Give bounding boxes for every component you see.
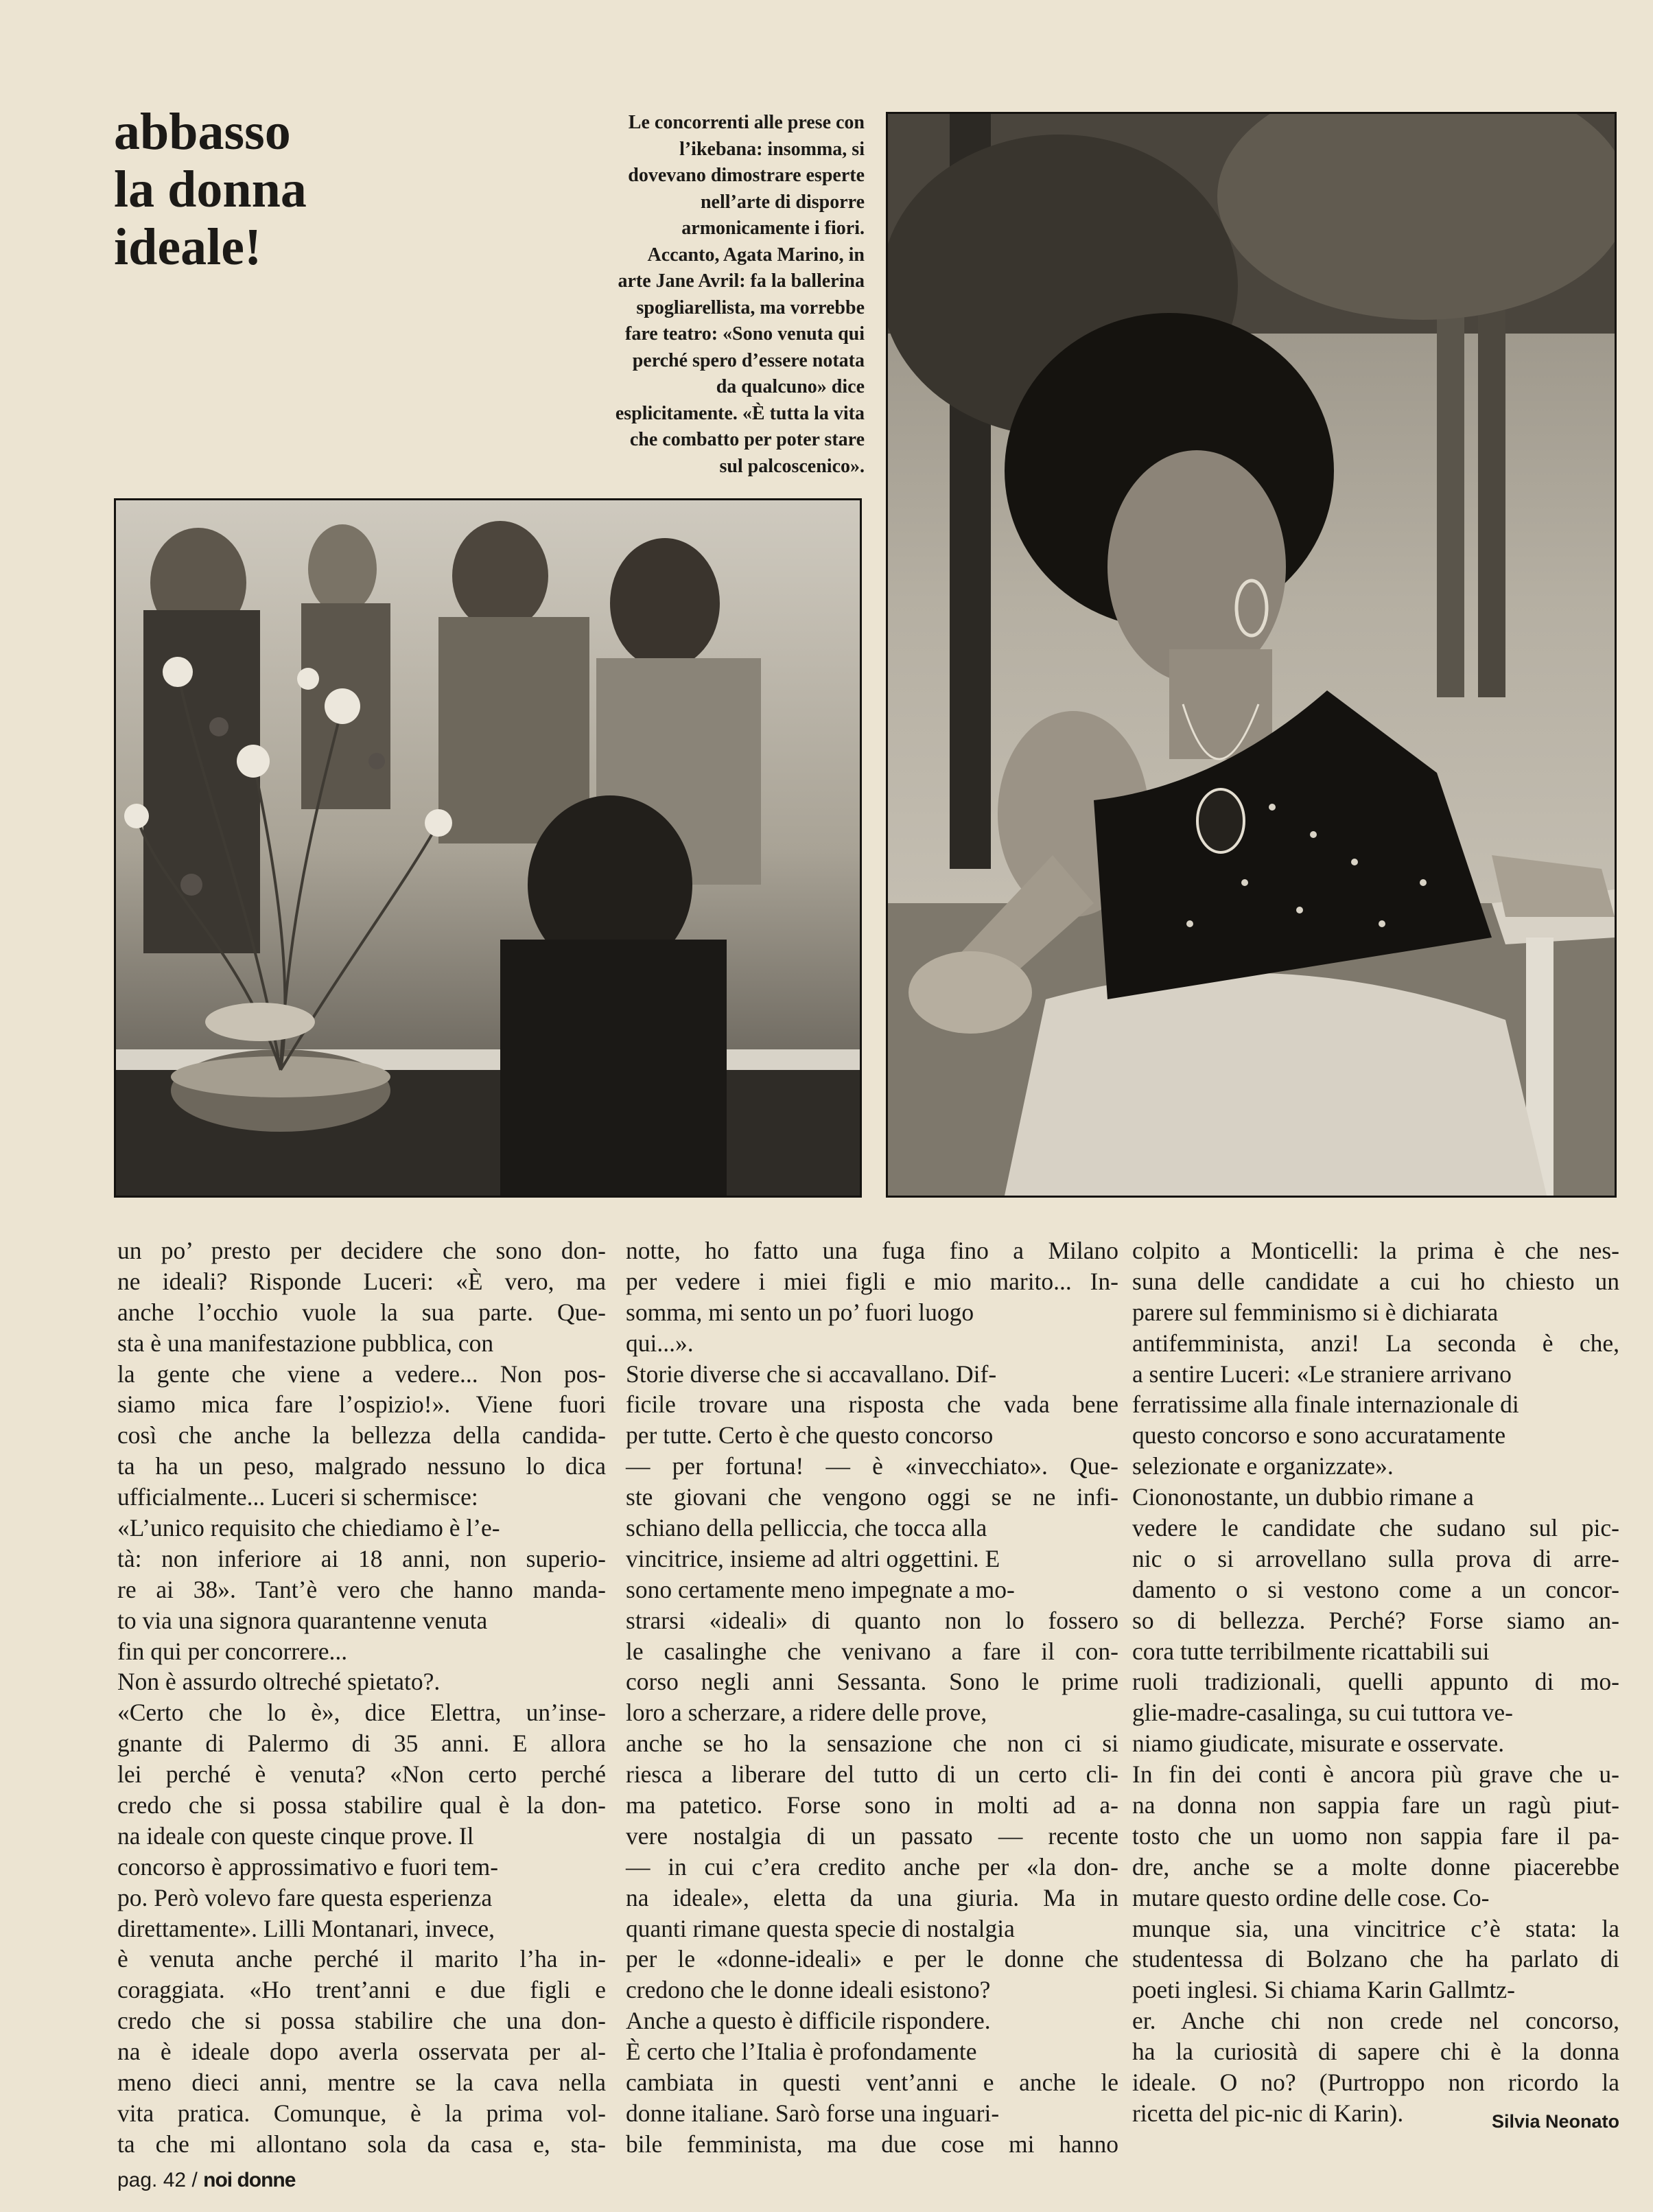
article-line: — in cui c’era credito anche per «la don- xyxy=(626,1852,1118,1881)
article-line: parere sul femminismo si è dichiarata xyxy=(1132,1298,1499,1326)
article-line: notte, ho fatto una fuga fino a Milano xyxy=(626,1237,1118,1264)
article-line: vita pratica. Comunque, è la prima vol- xyxy=(117,2099,606,2127)
article-line: ste giovani che vengono oggi se ne infi- xyxy=(626,1483,1118,1511)
page-footer xyxy=(117,2169,295,2192)
article-column-3 xyxy=(1132,1235,1619,2129)
article-line: vere nostalgia di un passato — recente xyxy=(626,1821,1118,1850)
article-line: ufficialmente... Luceri si schermisce: xyxy=(117,1483,478,1511)
article-line: studentessa di Bolzano che ha parlato di xyxy=(1132,1945,1619,1973)
article-line: damento o si vestono come a un concor- xyxy=(1132,1575,1619,1603)
article-line: fin qui per concorrere... xyxy=(117,1637,348,1665)
article-line: Anche a questo è difficile rispondere. xyxy=(626,2007,991,2035)
article-line: mutare questo ordine delle cose. Co- xyxy=(1132,1883,1490,1911)
article-line: vincitrice, insieme ad altri oggettini. E xyxy=(626,1544,1000,1572)
article-line: siamo mica fare l’ospizio!». Viene fuori xyxy=(117,1390,606,1419)
article-line: glie-madre-casalinga, su cui tuttora ve- xyxy=(1132,1699,1513,1727)
photo-caption xyxy=(535,110,865,480)
article-column-2 xyxy=(626,1235,1118,2160)
article-line: qui...». xyxy=(626,1329,694,1357)
article-line: Ciononostante, un dubbio rimane a xyxy=(1132,1483,1474,1511)
article-line: nic o si arrovellano sulla prova di arre- xyxy=(1132,1544,1619,1572)
caption-line: armonicamente i fiori. xyxy=(681,218,865,239)
article-line: ruoli tradizionali, quelli appunto di mo- xyxy=(1132,1668,1619,1696)
article-line: per le «donne-ideali» e per le donne che xyxy=(626,1945,1118,1973)
article-line: antifemminista, anzi! La seconda è che, xyxy=(1132,1329,1619,1357)
article-line: vedere le candidate che sudano sul pic- xyxy=(1132,1514,1619,1542)
portrait-photo xyxy=(886,112,1617,1198)
article-line: per tutte. Certo è che questo concorso xyxy=(626,1421,994,1450)
article-line: concorso è approssimativo e fuori tem- xyxy=(117,1852,499,1881)
portrait-photo-image xyxy=(888,114,1615,1196)
article-line: è venuta anche perché il marito l’ha in- xyxy=(117,1945,606,1973)
article-line: selezionate e organizzate». xyxy=(1132,1452,1394,1480)
article-line: colpito a Monticelli: la prima è che nes- xyxy=(1132,1237,1619,1264)
article-line: lei perché è venuta? «Non certo perché xyxy=(117,1760,606,1789)
magazine-name: noi donne xyxy=(203,2169,296,2191)
caption-line: spogliarellista, ma vorrebbe xyxy=(636,296,865,318)
article-line: ha la curiosità di sapere chi è la donna xyxy=(1132,2038,1619,2066)
caption-line: arte Jane Avril: fa la ballerina xyxy=(618,270,865,292)
article-line: somma, mi sento un po’ fuori luogo xyxy=(626,1298,974,1326)
article-line: un po’ presto per decidere che sono don- xyxy=(117,1237,606,1264)
caption-line: che combatto per poter stare xyxy=(629,429,865,450)
article-line: coraggiata. «Ho trent’anni e due figli e xyxy=(117,1976,606,2004)
article-line: po. Però volevo fare questa esperienza xyxy=(117,1883,493,1911)
article-line: donne italiane. Sarò forse una inguari- xyxy=(626,2099,1000,2127)
article-column-1 xyxy=(117,1235,606,2160)
caption-line: esplicitamente. «È tutta la vita xyxy=(615,402,865,424)
article-line: la gente che viene a vedere... Non pos- xyxy=(117,1360,606,1388)
caption-line: Le concorrenti alle prese con xyxy=(628,112,865,133)
article-line: ferratissime alla finale internazionale di xyxy=(1132,1390,1519,1419)
article-line: na ideale con queste cinque prove. Il xyxy=(117,1821,474,1850)
article-line: corso negli anni Sessanta. Sono le prime xyxy=(626,1668,1118,1696)
article-line: cora tutte terribilmente ricattabili sui xyxy=(1132,1637,1490,1665)
article-line: questo concorso e sono accuratamente xyxy=(1132,1421,1506,1450)
article-line: poeti inglesi. Si chiama Karin Gallmtz- xyxy=(1132,1976,1515,2004)
article-line: sono certamente meno impegnate a mo- xyxy=(626,1575,1015,1603)
caption-line: Accanto, Agata Marino, in xyxy=(647,244,865,266)
article-line: «Certo che lo è», dice Elettra, un’inse- xyxy=(117,1699,606,1727)
article-line: così che anche la bellezza della candida- xyxy=(117,1421,606,1450)
article-line: ficile trovare una risposta che vada bene xyxy=(626,1390,1118,1419)
article-line: schiano della pelliccia, che tocca alla xyxy=(626,1514,987,1542)
article-line: bile femminista, ma due cose mi hanno xyxy=(626,2130,1118,2158)
article-line: tà: non inferiore ai 18 anni, non superio- xyxy=(117,1544,606,1572)
ikebana-photo xyxy=(114,498,862,1198)
article-line: na è ideale dopo averla osservata per al- xyxy=(117,2038,606,2066)
article-line: Storie diverse che si accavallano. Dif- xyxy=(626,1360,997,1388)
article-line: er. Anche chi non crede nel concorso, xyxy=(1132,2007,1619,2035)
article-line: «L’unico requisito che chiediamo è l’e- xyxy=(117,1514,500,1542)
article-line: na ideale», eletta da una giuria. Ma in xyxy=(626,1883,1118,1911)
article-line: suna delle candidate a cui ho chiesto un xyxy=(1132,1267,1619,1295)
footer-separator: / xyxy=(191,2169,198,2191)
article-line: ta ha un peso, malgrado nessuno lo dica xyxy=(117,1452,606,1480)
article-line: È certo che l’Italia è profondamente xyxy=(626,2038,977,2066)
article-line: sta è una manifestazione pubblica, con xyxy=(117,1329,494,1357)
article-line: na donna non sappia fare un ragù piut- xyxy=(1132,1791,1619,1819)
article-line: to via una signora quarantenne venuta xyxy=(117,1606,488,1634)
article-line: anche se ho la sensazione che non ci si xyxy=(626,1730,1118,1758)
caption-line: fare teatro: «Sono venuta qui xyxy=(625,323,865,345)
article-line: strarsi «ideali» di quanto non lo fossero xyxy=(626,1606,1118,1634)
headline xyxy=(114,103,457,276)
author-signature: Silvia Neonato xyxy=(1491,2111,1619,2132)
caption-line: perché spero d’essere notata xyxy=(632,349,865,371)
article-line: credo che si possa stabilire che una don- xyxy=(117,2007,606,2035)
article-line: anche l’occhio vuole la sua parte. Que- xyxy=(117,1298,606,1326)
article-line: ideale. O no? (Purtroppo non ricordo la xyxy=(1132,2069,1619,2097)
article-line: le casalinghe che venivano a fare il con- xyxy=(626,1637,1118,1665)
article-line: munque sia, una vincitrice c’è stata: la xyxy=(1132,1914,1619,1942)
headline-line: la donna xyxy=(114,161,307,218)
article-line: credo che si possa stabilire qual è la don- xyxy=(117,1791,606,1819)
article-line: loro a scherzare, a ridere delle prove, xyxy=(626,1699,987,1727)
article-line: tosto che un uomo non sappia fare il pa- xyxy=(1132,1821,1619,1850)
headline-line: abbasso xyxy=(114,103,291,161)
article-line: per vedere i miei figli e mio marito... In- xyxy=(626,1267,1118,1295)
caption-line: sul palcoscenico». xyxy=(719,455,865,477)
article-line: quanti rimane questa specie di nostalgia xyxy=(626,1914,1015,1942)
article-line: dre, anche se a molte donne piacerebbe xyxy=(1132,1852,1619,1881)
ikebana-photo-image xyxy=(116,500,860,1196)
article-line: gnante di Palermo di 35 anni. E allora xyxy=(117,1730,606,1758)
article-line: so di bellezza. Perché? Forse siamo an- xyxy=(1132,1606,1619,1634)
article-line: re ai 38». Tant’è vero che hanno manda- xyxy=(117,1575,606,1603)
article-line: niamo giudicate, misurate e osservate. xyxy=(1132,1730,1505,1758)
article-line: cambiata in questi vent’anni e anche le xyxy=(626,2069,1118,2097)
article-line: meno dieci anni, mentre se la cava nella xyxy=(117,2069,606,2097)
article-line: riesca a liberare del tutto di un certo cli- xyxy=(626,1760,1118,1789)
article-line: ta che mi allontano sola da casa e, sta- xyxy=(117,2130,606,2158)
article-line: — per fortuna! — è «invecchiato». Que- xyxy=(626,1452,1118,1480)
article-line: In fin dei conti è ancora più grave che u- xyxy=(1132,1760,1619,1789)
article-line: ne ideali? Risponde Luceri: «È vero, ma xyxy=(117,1267,606,1295)
page-number: pag. 42 xyxy=(117,2169,187,2191)
article-line: a sentire Luceri: «Le straniere arrivano xyxy=(1132,1360,1512,1388)
article-line: ma patetico. Forse sono in molti ad a- xyxy=(626,1791,1118,1819)
caption-line: dovevano dimostrare esperte xyxy=(628,165,865,186)
article-line: Non è assurdo oltreché spietato?. xyxy=(117,1668,441,1696)
article-line: ricetta del pic-nic di Karin). xyxy=(1132,2099,1404,2127)
article-line: credono che le donne ideali esistono? xyxy=(626,1976,991,2004)
caption-line: l’ikebana: insomma, si xyxy=(679,138,865,160)
article-line: direttamente». Lilli Montanari, invece, xyxy=(117,1914,495,1942)
caption-line: da qualcuno» dice xyxy=(716,376,865,397)
headline-line: ideale! xyxy=(114,218,262,276)
caption-line: nell’arte di disporre xyxy=(700,191,865,213)
